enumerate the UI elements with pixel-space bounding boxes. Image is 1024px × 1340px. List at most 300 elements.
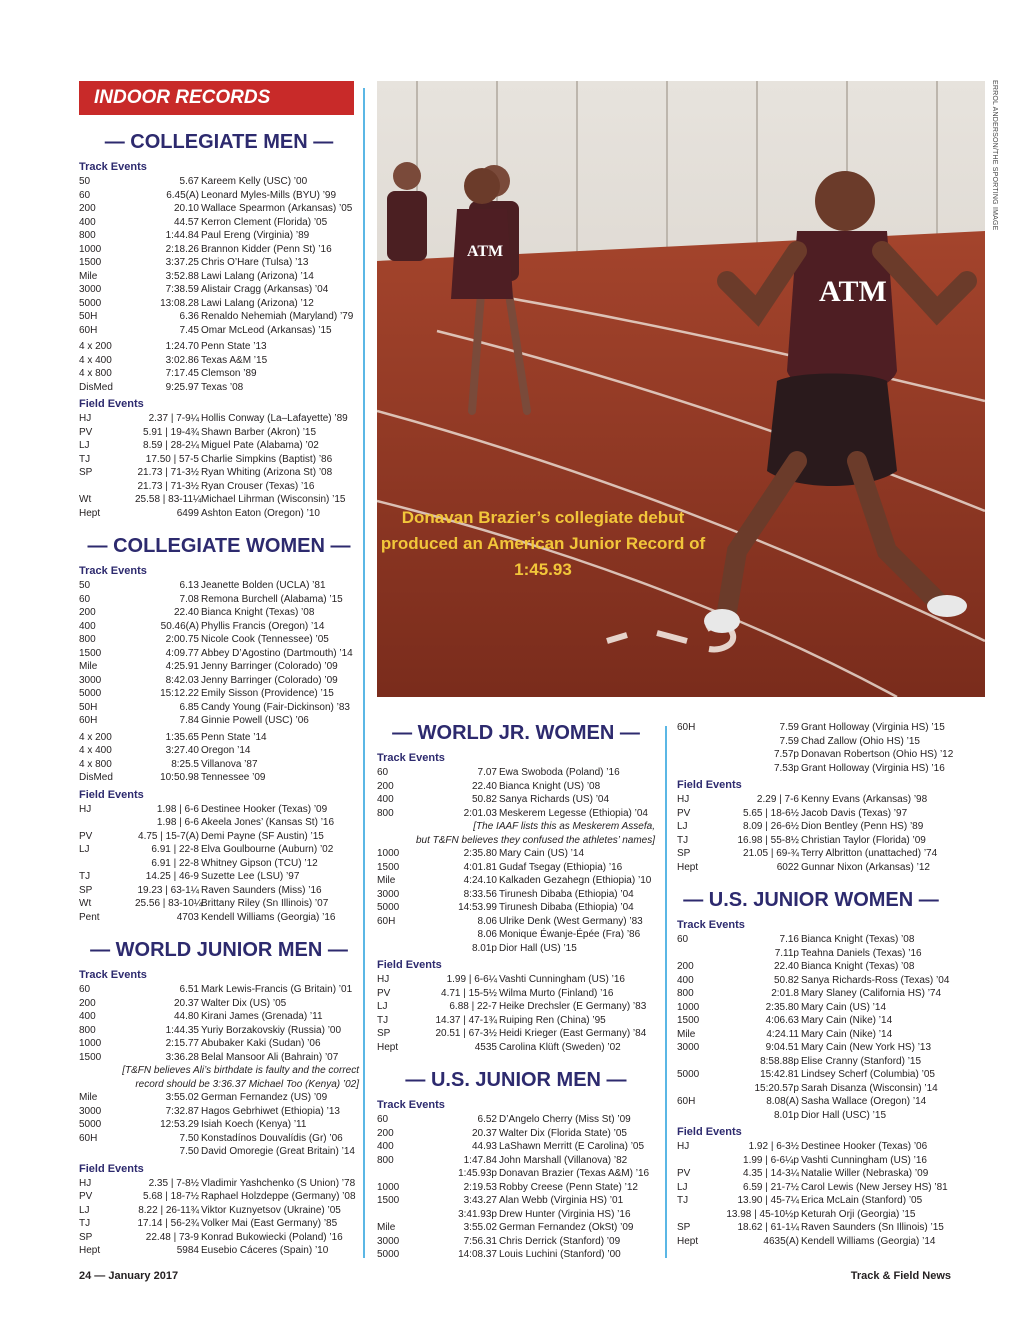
record-mark: 5.68 | 18-7½	[143, 1191, 199, 1202]
record-note: [The IAAF lists this as Meskerem Assefa,	[473, 821, 655, 832]
record-holder: Carolina Klüft (Sweden) ’02	[499, 1041, 621, 1053]
record-event: 1500	[377, 1195, 400, 1206]
record-mark: 8.01p	[773, 1109, 799, 1121]
record-mark: 4.71 | 15-5½	[441, 987, 497, 999]
record-event: LJ	[79, 440, 90, 451]
record-holder: Demi Payne (SF Austin) ’15	[201, 830, 324, 842]
record-holder: Meskerem Legesse (Ethiopia) ’04	[499, 807, 648, 819]
record-mark: 20.37	[471, 1127, 497, 1139]
record-row	[79, 579, 359, 593]
record-row	[79, 1145, 359, 1159]
records-column-3	[677, 721, 954, 1248]
record-event: Hept	[377, 1041, 399, 1053]
record-mark: 1:44.84	[165, 230, 199, 241]
record-event: DisMed	[79, 381, 113, 393]
record-mark: 3:55.02	[463, 1222, 497, 1233]
record-holder: Konrad Bukowiecki (Poland) ’16	[201, 1231, 343, 1243]
record-event: HJ	[79, 413, 92, 424]
record-holder: Raphael Holzdeppe (Germany) ’08	[201, 1191, 356, 1202]
record-mark: 3:02.86	[165, 354, 199, 366]
record-row	[79, 870, 359, 884]
record-row	[377, 1113, 655, 1127]
record-mark: 6022	[776, 861, 799, 873]
record-event: 400	[377, 1141, 394, 1152]
record-event: 1000	[377, 848, 400, 859]
section-title: — U.S. JUNIOR WOMEN —	[683, 889, 939, 911]
category-label: Track Events	[377, 752, 445, 764]
record-row	[79, 1051, 359, 1065]
record-event	[677, 1082, 713, 1096]
record-event: 50	[79, 580, 91, 591]
record-row	[79, 701, 359, 715]
record-mark: 19.23 | 63-1¼	[137, 884, 199, 896]
record-mark: 7.57p	[773, 749, 799, 760]
record-mark: 8.22 | 26-11¾	[138, 1204, 199, 1216]
record-event: 60	[677, 934, 689, 945]
record-row	[377, 1154, 655, 1168]
record-row	[79, 202, 359, 216]
record-mark: 22.40	[773, 961, 799, 972]
record-row	[79, 771, 359, 785]
record-event: 200	[79, 607, 96, 618]
record-row	[377, 1248, 655, 1262]
record-event: LJ	[677, 821, 688, 832]
record-row	[79, 270, 359, 284]
record-event: Wt	[79, 898, 92, 909]
record-row	[377, 1041, 655, 1055]
record-row	[377, 1181, 655, 1195]
record-row	[677, 793, 945, 807]
category-label: Track Events	[79, 565, 147, 577]
category-label: Field Events	[677, 1126, 742, 1138]
record-mark: 2:01.8	[771, 988, 799, 999]
record-mark: 7.50	[179, 1146, 199, 1157]
record-mark: 22.48 | 73-9	[145, 1231, 199, 1243]
section-title: — COLLEGIATE WOMEN —	[87, 535, 351, 557]
record-event: HJ	[377, 974, 390, 985]
record-row	[377, 793, 655, 807]
record-row	[377, 807, 655, 821]
record-holder: LaShawn Merritt (E Carolina) ’05	[499, 1141, 645, 1152]
record-holder: Tennessee ’09	[201, 772, 266, 783]
record-mark: 25.58 | 83-11¼	[135, 494, 202, 505]
record-row	[79, 439, 359, 453]
record-mark: 14:08.37	[458, 1249, 497, 1260]
record-row	[677, 974, 950, 988]
record-event: Pent	[79, 911, 100, 923]
record-event: 3000	[677, 1042, 700, 1053]
record-row	[377, 847, 655, 861]
record-holder: Eusebio Cáceres (Spain) ’10	[201, 1245, 329, 1256]
record-mark: 4703	[176, 911, 199, 923]
record-event: 400	[79, 620, 96, 632]
record-holder: Gunnar Nixon (Arkansas) ’12	[801, 861, 930, 873]
record-event: TJ	[677, 1195, 689, 1206]
record-holder: Sasha Wallace (Oregon) ’14	[801, 1096, 927, 1107]
record-row	[79, 983, 359, 997]
record-holder: Kendell Williams (Georgia) ’16	[201, 911, 336, 923]
record-holder: Remona Burchell (Alabama) ’15	[201, 593, 343, 605]
record-row	[79, 381, 359, 395]
record-event: HJ	[677, 1141, 690, 1152]
record-row	[377, 1167, 655, 1181]
record-event: 60H	[79, 1132, 98, 1144]
record-holder: Whitney Gipson (TCU) ’12	[201, 857, 318, 869]
record-holder: D’Angelo Cherry (Miss St) ’09	[499, 1114, 631, 1125]
record-event: LJ	[677, 1181, 688, 1193]
record-holder: Erica McLain (Stanford) ’05	[801, 1195, 923, 1206]
record-mark: 15:20.57p	[754, 1082, 799, 1094]
record-holder: Bianca Knight (Texas) ’08	[801, 934, 915, 945]
record-row	[79, 1010, 359, 1024]
record-row	[79, 1037, 359, 1051]
record-holder: Candy Young (Fair-Dickinson) ’83	[201, 701, 350, 713]
record-row	[377, 1027, 655, 1041]
record-event: Mile	[79, 661, 98, 672]
record-mark: 5984	[176, 1245, 199, 1256]
record-row	[79, 426, 359, 440]
record-event: 4 x 200	[79, 341, 112, 352]
record-mark: 3:37.25	[165, 257, 199, 268]
record-holder: Dion Bentley (Penn HS) ’89	[801, 821, 924, 832]
record-row	[677, 987, 945, 1001]
record-holder: Elva Goulbourne (Auburn) ’02	[201, 844, 334, 855]
record-event: SP	[377, 1028, 391, 1039]
record-row	[79, 633, 359, 647]
record-event: PV	[377, 987, 391, 999]
record-mark: 8.06	[477, 929, 497, 940]
record-mark: 7:32.87	[165, 1105, 199, 1117]
record-row	[677, 1167, 945, 1181]
record-row	[79, 175, 359, 189]
record-holder: Villanova ’87	[201, 758, 258, 770]
record-row	[377, 901, 655, 915]
record-event	[377, 942, 433, 956]
record-holder: Tirunesh Dibaba (Ethiopia) ’04	[499, 888, 634, 900]
record-mark: 7:17.45	[165, 368, 199, 379]
record-row	[79, 731, 359, 745]
record-row	[79, 816, 359, 830]
record-row	[79, 687, 359, 701]
record-row	[79, 340, 359, 354]
record-mark: 8.09 | 26-6½	[743, 821, 799, 832]
record-row	[79, 884, 359, 898]
record-holder: Elise Cranny (Stanford) ’15	[801, 1055, 922, 1067]
record-mark: 5.67	[179, 176, 199, 187]
record-mark: 1:45.93p	[458, 1168, 497, 1179]
record-mark: 20.37	[173, 997, 199, 1009]
record-event: Hept	[677, 861, 699, 873]
record-row	[677, 1055, 945, 1069]
record-event: SP	[677, 848, 691, 859]
record-mark: 8.06	[477, 915, 497, 927]
record-holder: Charlie Simpkins (Baptist) ’86	[201, 453, 333, 465]
record-event: LJ	[79, 1204, 90, 1216]
record-event: SP	[677, 1222, 691, 1233]
record-event: TJ	[79, 1218, 91, 1229]
record-row	[377, 928, 655, 942]
record-row	[677, 834, 945, 848]
record-holder: Kenny Evans (Arkansas) ’98	[801, 794, 928, 805]
record-mark: 6.13	[179, 580, 199, 591]
record-holder: Lawi Lalang (Arizona) ’12	[201, 297, 314, 309]
record-holder: Drew Hunter (Virginia HS) ’16	[499, 1208, 631, 1220]
record-event: 800	[377, 807, 394, 819]
record-holder: Lawi Lalang (Arizona) ’14	[201, 270, 314, 282]
record-mark: 2:18.26	[165, 243, 199, 255]
record-mark: 9:04.51	[765, 1042, 799, 1053]
record-holder: Abubaker Kaki (Sudan) ’06	[201, 1038, 321, 1049]
record-mark: 1.99 | 6-6¼p	[743, 1154, 799, 1166]
record-row	[79, 216, 359, 230]
record-mark: 7.59	[779, 722, 799, 733]
record-event: PV	[677, 807, 691, 819]
record-row	[677, 847, 945, 861]
record-holder: Vashti Cunningham (US) ’16	[499, 974, 625, 985]
record-row	[377, 1000, 655, 1014]
record-event: 60	[377, 1114, 389, 1125]
record-row	[377, 1140, 655, 1154]
record-mark: 17.50 | 57-5	[145, 453, 199, 465]
record-row	[677, 721, 945, 735]
record-event: PV	[677, 1168, 691, 1179]
record-event: 50H	[79, 701, 98, 713]
record-holder: Bianca Knight (US) ’08	[499, 780, 601, 792]
record-row	[79, 367, 359, 381]
record-holder: Jenny Barringer (Colorado) ’09	[201, 661, 338, 672]
record-holder: John Marshall (Villanova) ’82	[499, 1154, 628, 1166]
record-holder: Monique Éwanje-Épée (Fra) ’86	[499, 929, 641, 940]
record-event: 50	[79, 176, 91, 187]
record-row	[79, 466, 359, 480]
record-row	[79, 1177, 359, 1191]
record-event: 4 x 200	[79, 731, 112, 743]
category-label: Track Events	[377, 1099, 445, 1111]
record-mark: 6.88 | 22-7	[449, 1001, 497, 1012]
record-holder: Mary Cain (US) ’14	[499, 848, 585, 859]
record-row	[377, 1208, 655, 1222]
record-holder: Bianca Knight (Texas) ’08	[801, 961, 915, 972]
photo-credit	[984, 80, 998, 250]
record-row	[79, 283, 359, 297]
record-row	[79, 310, 359, 324]
record-holder: Lindsey Scherf (Columbia) ’05	[801, 1069, 935, 1080]
record-holder: Hollis Conway (La–Lafayette) ’89	[201, 413, 348, 424]
record-event: 400	[377, 794, 394, 805]
record-event: 3000	[79, 674, 102, 686]
record-mark: 4:25.91	[165, 661, 199, 672]
record-event: 5000	[677, 1069, 700, 1080]
record-event: SP	[79, 884, 93, 896]
record-holder: Grant Holloway (Virginia HS) ’15	[801, 722, 945, 733]
record-event: HJ	[677, 794, 690, 805]
record-row	[79, 243, 359, 257]
record-event: 1000	[377, 1181, 400, 1193]
record-holder: Suzette Lee (LSU) ’97	[201, 871, 300, 882]
record-row	[79, 758, 359, 772]
record-row	[677, 748, 954, 762]
record-row	[79, 803, 359, 817]
record-event: 4 x 800	[79, 368, 112, 379]
record-holder: Renaldo Nehemiah (Maryland) ’79	[201, 311, 354, 322]
record-mark: 6.45(A)	[166, 189, 199, 201]
record-holder: Kerron Clement (Florida) ’05	[201, 216, 328, 228]
record-row	[677, 1095, 945, 1109]
record-row	[377, 766, 655, 780]
record-event: SP	[79, 467, 93, 478]
record-event: 200	[79, 997, 96, 1009]
record-mark: 10:50.98	[160, 772, 199, 783]
record-mark: 13.98 | 45-10½p	[726, 1208, 799, 1220]
record-mark: 3:43.27	[463, 1195, 497, 1206]
record-row	[677, 1028, 945, 1042]
record-mark: 50.82	[471, 794, 497, 805]
record-mark: 7.16	[779, 934, 799, 945]
record-holder: Mary Cain (US) ’14	[801, 1001, 887, 1013]
page-footer-right: Track & Field News	[850, 1270, 951, 1282]
record-holder: Heike Drechsler (E Germany) ’83	[499, 1001, 647, 1012]
record-event	[377, 1167, 433, 1181]
record-event: 60H	[79, 324, 98, 336]
record-mark: 3:55.02	[165, 1092, 199, 1103]
record-event: Mile	[79, 1092, 98, 1103]
record-row	[79, 1217, 359, 1231]
record-event: Mile	[377, 875, 396, 886]
record-holder: Chris Derrick (Stanford) ’09	[499, 1235, 621, 1247]
record-mark: 1:35.65	[165, 731, 199, 743]
record-holder: Texas ’08	[201, 381, 244, 393]
record-holder: Raven Saunders (Miss) ’16	[201, 884, 322, 896]
record-mark: 17.14 | 56-2¾	[137, 1218, 199, 1229]
record-event: 200	[377, 1127, 394, 1139]
record-row	[79, 593, 359, 607]
record-event: 3000	[79, 1105, 102, 1117]
record-holder: Clemson ’89	[201, 368, 257, 379]
record-row	[79, 606, 359, 620]
record-mark: 2:35.80	[765, 1001, 799, 1013]
record-holder: Penn State ’13	[201, 341, 267, 352]
record-mark: 4535	[474, 1041, 497, 1053]
record-holder: Heidi Krieger (East Germany) ’84	[499, 1028, 647, 1039]
record-holder: Alistair Cragg (Arkansas) ’04	[201, 284, 329, 295]
record-event	[677, 1055, 713, 1069]
page-footer-left: 24 — January 2017	[79, 1270, 179, 1282]
column-divider	[665, 726, 667, 1258]
record-event: Wt	[79, 494, 92, 505]
record-mark: 7.59	[779, 735, 799, 747]
record-holder: Kendell Williams (Georgia) ’14	[801, 1235, 936, 1247]
record-event: 3000	[377, 888, 400, 900]
record-mark: 21.05 | 69-¾	[743, 848, 799, 859]
record-holder: Hagos Gebrhiwet (Ethiopia) ’13	[201, 1105, 340, 1117]
record-event	[677, 748, 713, 762]
record-event: Mile	[79, 270, 98, 282]
record-event: Hept	[79, 1245, 101, 1256]
record-event	[79, 816, 135, 830]
record-row	[377, 1194, 655, 1208]
record-row	[677, 807, 945, 821]
record-holder: Omar McLeod (Arkansas) ’15	[201, 324, 332, 336]
record-row	[79, 1204, 359, 1218]
record-event: 800	[79, 230, 96, 241]
record-event: 4 x 400	[79, 354, 112, 366]
record-mark: 15:12.22	[160, 688, 199, 699]
record-note: but T&FN believes they confused the athletes’ names]	[415, 834, 655, 846]
record-row	[79, 297, 359, 311]
record-row	[79, 1132, 359, 1146]
record-row	[377, 1235, 655, 1249]
record-row	[677, 1140, 945, 1154]
record-holder: David Omoregie (Great Britain) ’14	[201, 1146, 355, 1157]
record-event: LJ	[79, 844, 90, 855]
record-event: 200	[377, 780, 394, 792]
record-holder: Mary Cain (Nike) ’14	[801, 1015, 893, 1026]
record-event	[677, 1208, 713, 1222]
record-holder: Mary Cain (Nike) ’14	[801, 1028, 893, 1040]
record-event: HJ	[79, 1177, 92, 1189]
record-row	[79, 1244, 359, 1258]
record-row	[677, 1068, 945, 1082]
record-mark: 2:15.77	[165, 1038, 199, 1049]
record-mark: 13.90 | 45-7¼	[737, 1195, 799, 1206]
record-row	[677, 1154, 945, 1168]
record-mark: 50.46(A)	[160, 620, 199, 632]
record-event: 200	[79, 203, 96, 214]
record-row	[79, 674, 359, 688]
record-row	[377, 1127, 655, 1141]
record-holder: Michael Lihrman (Wisconsin) ’15	[201, 494, 346, 505]
record-mark: 3:52.88	[165, 270, 199, 282]
record-holder: Viktor Kuznyetsov (Ukraine) ’05	[201, 1204, 341, 1216]
record-event: 1500	[79, 257, 102, 268]
record-mark: 13:08.28	[160, 297, 199, 309]
record-mark: 7.07	[477, 767, 497, 778]
record-mark: 7.53p	[773, 762, 799, 774]
record-row	[677, 1181, 948, 1195]
record-event	[79, 1145, 135, 1159]
record-holder: Jenny Barringer (Colorado) ’09	[201, 674, 338, 686]
record-holder: Bianca Knight (Texas) ’08	[201, 607, 315, 618]
record-mark: 6.91 | 22-8	[151, 857, 199, 869]
record-mark: 8:42.03	[165, 674, 199, 686]
photo-credit-text: ERROL ANDERSON/THE SPORTING IMAGE	[991, 80, 998, 231]
record-event	[677, 762, 713, 776]
record-row	[79, 647, 359, 661]
record-holder: Teahna Daniels (Texas) ’16	[801, 947, 922, 959]
record-row	[79, 620, 359, 634]
record-row	[79, 857, 359, 871]
record-event: 60	[79, 189, 91, 201]
record-row	[79, 1190, 359, 1204]
record-mark: 20.10	[173, 203, 199, 214]
record-mark: 1.99 | 6-6¼	[446, 974, 497, 985]
record-event: 5000	[79, 1119, 102, 1130]
record-mark: 2.35 | 7-8½	[148, 1177, 199, 1189]
record-row	[677, 1001, 945, 1015]
record-holder: Mary Cain (New York HS) ’13	[801, 1042, 932, 1053]
record-event: 1500	[79, 1051, 102, 1063]
record-holder: Ulrike Denk (West Germany) ’83	[499, 915, 643, 927]
section-title: — COLLEGIATE MEN —	[104, 131, 334, 153]
records-column-2	[377, 721, 655, 1262]
category-label: Field Events	[377, 959, 442, 971]
record-event: 1000	[677, 1001, 700, 1013]
record-event: TJ	[677, 834, 689, 846]
record-event: SP	[79, 1231, 93, 1243]
record-mark: 14.37 | 47-1¾	[435, 1014, 497, 1026]
record-row	[79, 453, 359, 467]
record-holder: Robby Creese (Penn State) ’12	[499, 1181, 638, 1193]
